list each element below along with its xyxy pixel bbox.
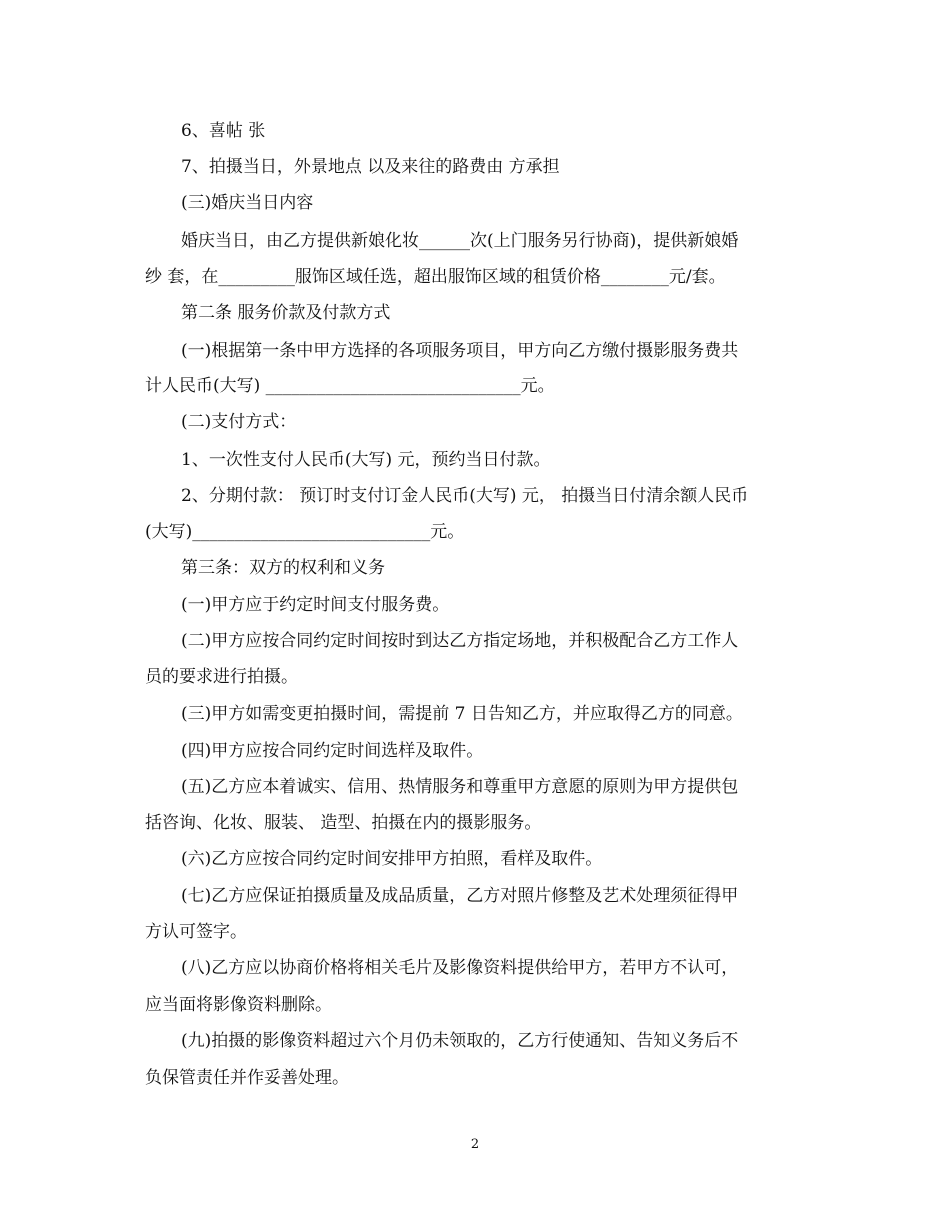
page-number: 2: [470, 1137, 480, 1152]
text-line: 1、一次性支付人民币(大写) 元，预约当日付款。: [181, 450, 551, 470]
text-line: (五)乙方应本着诚实、信用、热情服务和尊重甲方意愿的原则为甲方提供包: [181, 777, 739, 797]
text-line: (八)乙方应以协商价格将相关毛片及影像资料提供给甲方，若甲方不认可，: [181, 958, 739, 978]
text-line: (一)甲方应于约定时间支付服务费。: [181, 595, 450, 615]
text-line: (一)根据第一条中甲方选择的各项服务项目，甲方向乙方缴付摄影服务费共: [181, 341, 739, 361]
text-line: 7、拍摄当日，外景地点 以及来往的路费由 方承担: [181, 157, 560, 177]
text-line: (四)甲方应按合同约定时间选样及取件。: [181, 741, 484, 761]
article-heading: 第三条：双方的权利和义务: [181, 558, 385, 578]
text-line: (六)乙方应按合同约定时间安排甲方拍照，看样及取件。: [181, 849, 603, 869]
text-line: 负保管责任并作妥善处理。: [145, 1068, 349, 1088]
text-line: 纱 套，在_________服饰区域任选，超出服饰区域的租赁价格________元/套。: [145, 267, 726, 287]
text-line: 2、分期付款： 预订时支付订金人民币(大写) 元， 拍摄当日付清余额人民币: [181, 486, 749, 506]
text-line: (二)甲方应按合同约定时间按时到达乙方指定场地，并积极配合乙方工作人: [181, 631, 739, 651]
text-line: 括咨询、化妆、服装、 造型、拍摄在内的摄影服务。: [145, 813, 542, 833]
section-heading: (二)支付方式：: [181, 412, 297, 432]
text-line: 计人民币(大写) ______________________________元。: [145, 376, 555, 396]
text-line: (九)拍摄的影像资料超过六个月仍未领取的，乙方行使通知、告知义务后不: [181, 1031, 739, 1051]
text-line: 方认可签字。: [145, 922, 247, 942]
text-line: 应当面将影像资料删除。: [145, 995, 332, 1015]
text-line: 6、喜帖 张: [181, 121, 266, 141]
text-line: 婚庆当日，由乙方提供新娘化妆______次(上门服务另行协商)，提供新娘婚: [181, 231, 739, 251]
text-line: (七)乙方应保证拍摄质量及成品质量，乙方对照片修整及艺术处理须征得甲: [181, 886, 739, 906]
text-line: 员的要求进行拍摄。: [145, 667, 298, 687]
article-heading: 第二条 服务价款及付款方式: [181, 303, 391, 323]
text-line: (大写)____________________________元。: [145, 522, 465, 542]
text-line: (三)甲方如需变更拍摄时间，需提前 7 日告知乙方，并应取得乙方的同意。: [181, 704, 743, 724]
section-heading: (三)婚庆当日内容: [181, 193, 314, 213]
